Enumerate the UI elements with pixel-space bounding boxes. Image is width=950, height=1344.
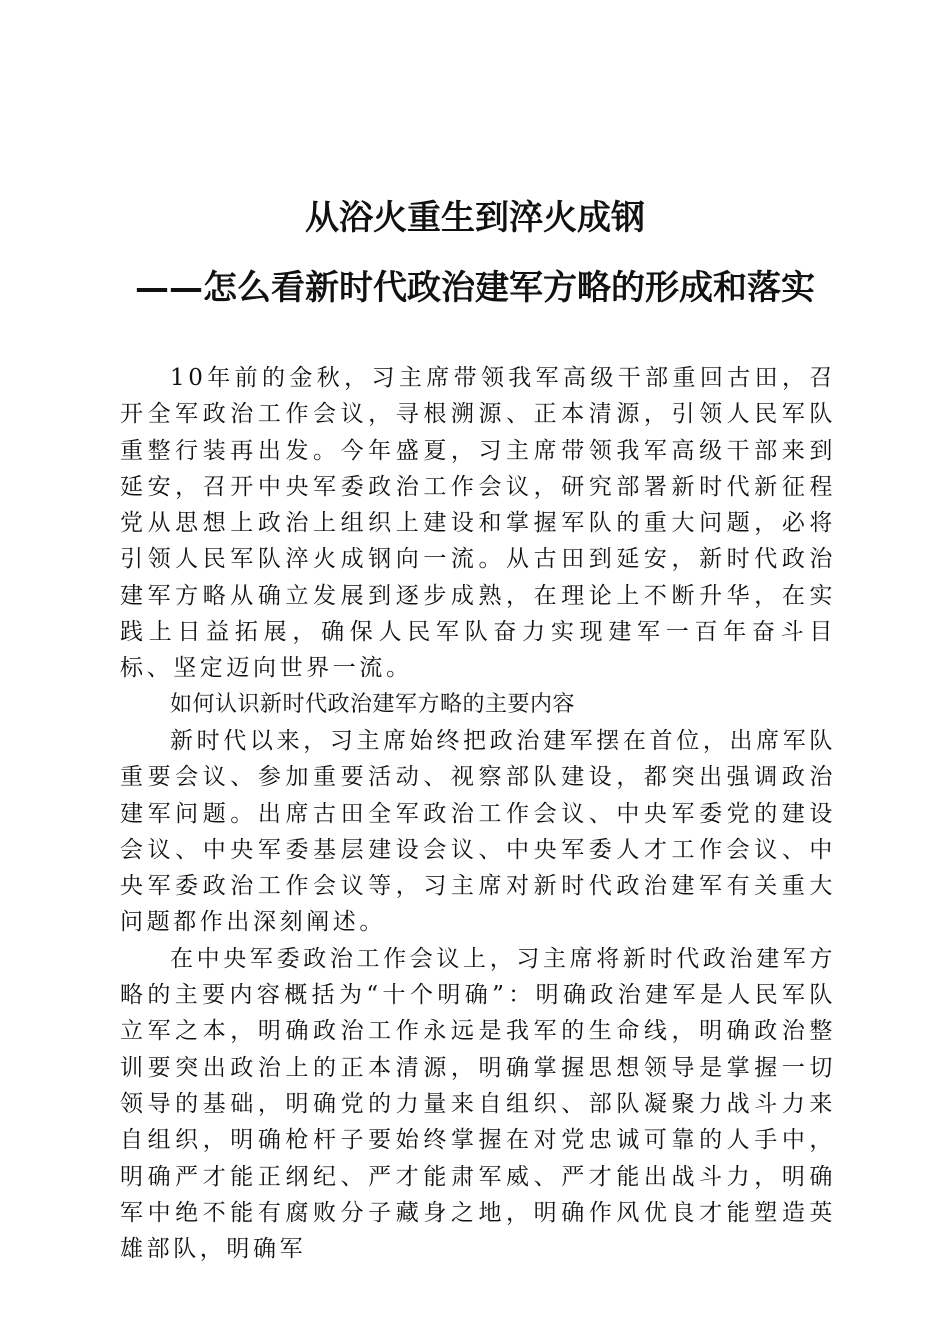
document-title: 从浴火重生到淬火成钢 [305,198,645,238]
paragraph-ten-points: 在中央军委政治工作会议上，习主席将新时代政治建军方略的主要内容概括为“十个明确”：明确政治建军是人民军队立军之本，明确政治工作永远是我军的生命线，明确政治整训要突出政治上的正本清源，明确掌握思想领导是掌握一切领导的基础，明确党的力量来自组织、部队凝聚力战斗力来自组织，明确枪杆子要始终掌握在对党忠诚可靠的人手中，明确严才能正纲纪、严才能肃军威、严才能出战斗力，明确军中绝不能有腐败分子藏身之地，明确作风优良才能塑造英雄部队，明确军 [120,945,836,1263]
paragraph-intro: 10年前的金秋，习主席带领我军高级干部重回古田，召开全军政治工作会议，寻根溯源、正本清源，引领人民军队重整行装再出发。今年盛夏，习主席带领我军高级干部来到延安，召开中央军委政治工作会议，研究部署新时代新征程党从思想上政治上组织上建设和掌握军队的重大问题，必将引领人民军队淬火成钢向一流。从古田到延安，新时代政治建军方略从确立发展到逐步成熟，在理论上不断升华，在实践上日益拓展，确保人民军队奋力实现建军一百年奋斗目标、坚定迈向世界一流。 [120,365,836,682]
document-body [120,360,836,1267]
document-subtitle: ——怎么看新时代政治建军方略的形成和落实 [135,268,815,308]
section-heading: 如何认识新时代政治建军方略的主要内容 [170,691,576,717]
paragraph-overview: 新时代以来，习主席始终把政治建军摆在首位，出席军队重要会议、参加重要活动、视察部队建设，都突出强调政治建军问题。出席古田全军政治工作会议、中央军委党的建设会议、中央军委基层建设会议、中央军委人才工作会议、中央军委政治工作会议等，习主席对新时代政治建军有关重大问题都作出深刻阐述。 [120,727,836,936]
